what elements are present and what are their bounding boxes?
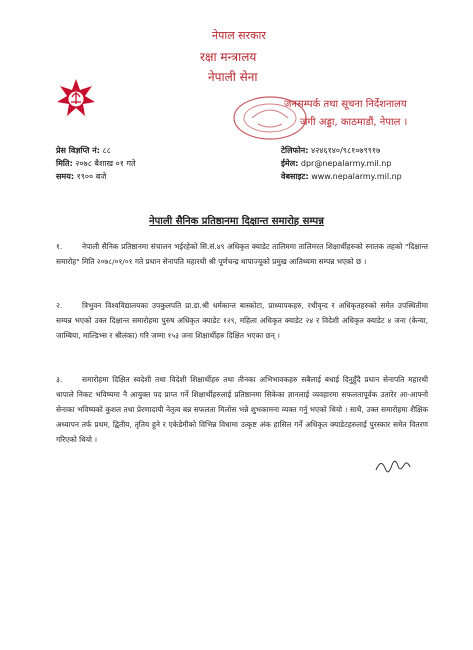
- contact-website: [281, 171, 402, 182]
- press-number-value: ८८: [102, 146, 111, 155]
- letterhead-government: नेपाल सरकार: [212, 29, 266, 42]
- time-label: समय:: [56, 172, 75, 181]
- directorate-name: जनसम्पर्क तथा सूचना निर्देशनालय: [284, 99, 407, 110]
- signature-icon: [373, 457, 413, 477]
- paragraph-1: [56, 239, 428, 269]
- date-value: २०७८ बैशाख ०१ गते: [75, 159, 136, 168]
- paragraph-number: २.: [56, 301, 63, 310]
- release-time: [56, 171, 106, 182]
- paragraph-3: [56, 372, 428, 447]
- paragraph-number: १.: [56, 242, 63, 251]
- date-label: मिति:: [56, 159, 73, 168]
- paragraph-text: त्रिभुवन विश्वविद्यालयका उपकुलपति प्रा.डा.श्री धर्मकान्त बास्कोटा, प्राध्यापकहरु, रथीवृन्द र अधिकृतहरुको समेत उपस्थितीमा सम्पन्न भएको उक्त दिक्षान्त समारोहमा पुरुष अधिकृत क्याडेट १२९, महिला अधिकृत क्याडेट २४ र विदेशी अधिकृत क्याडेट ४ जना (केन्या, जाम्बिया, माल्डिभ्स र श्रीलंका) गरि जम्मा १५३ जना शिक्षार्थीहरु दिक्षित भएका छन् ।: [56, 301, 428, 340]
- phone-value: ४२४६१४०/९८१०७९९१७: [310, 146, 381, 155]
- paragraph-2: [56, 298, 428, 343]
- contact-phone: [281, 145, 380, 156]
- time-value: १९०० बजे: [76, 172, 107, 181]
- letterhead-army: नेपाली सेना: [208, 70, 258, 84]
- press-release-number: [56, 145, 111, 156]
- directorate-address: जंगी अड्डा, काठमाडौं, नेपाल ।: [300, 117, 408, 128]
- nepal-army-emblem-icon: [56, 78, 96, 118]
- release-date: [56, 158, 136, 169]
- website-value: www.nepalarmy.mil.np: [311, 172, 402, 181]
- website-label: वेबसाइट:: [281, 172, 309, 181]
- paragraph-text: नेपाली सैनिक प्रतिष्ठानमा संचालन भईरहेको सि.सं.४९ अधिकृत क्याडेट तालिममा तालिमरत शिक्षार्थीहरुको स्नातक तहको "दिक्षान्त समारोह" मिति २०७८/०१/०१ गते प्रधान सेनापति महारथी श्री पूर्णचन्द्र थापाज्यूको प्रमुख आतिथ्यमा सम्पन्न भएको छ ।: [56, 242, 428, 266]
- phone-label: टेलिफोन:: [281, 146, 309, 155]
- paragraph-number: ३.: [56, 375, 63, 384]
- press-release-title: नेपाली सैनिक प्रतिष्ठानमा दिक्षान्त समारोह सम्पन्न: [149, 216, 324, 227]
- paragraph-text: समारोहमा दिक्षित स्वदेशी तथा विदेशी शिक्षार्थीहरु तथा तीनका अभिभावकहरु सबैलाई बधाई दिनुहुँदै प्रधान सेनापति महारथी थापाले निकट भविष्यमा नै आयुक्त पद प्राप्त गर्ने शिक्षार्थीहरुलाई प्रतिष्ठानमा सिकेका ज्ञानलाई व्यवहारमा सफलतापूर्वक उतारेर आ-आफ्नो सेनाका भविष्यको कुशल तथा प्रेरणादायी नेतृत्व बन्न सफलता मिलोस भन्ने शुभकामना व्यक्त गर्नु भएको थियो । साथै, उक्त समारोहमा शैक्षिक अध्यापन तर्फ प्रथम, द्वितीय, तृतिय हुने र एकेडेमीको विभिन्न विधामा उत्कृष्ट अंक हासिल गर्ने अधिकृत क्याडेटहरुलाई पुरस्कार समेत वितरण गरिएको थियो ।: [56, 375, 428, 444]
- letterhead-ministry: रक्षा मन्त्रालय: [200, 50, 257, 64]
- press-number-label: प्रेस विज्ञप्ति नं:: [56, 146, 100, 155]
- email-value: dpr@nepalarmy.mil.np: [300, 159, 392, 168]
- email-label: ईमेल:: [281, 159, 299, 168]
- contact-email: [281, 158, 391, 169]
